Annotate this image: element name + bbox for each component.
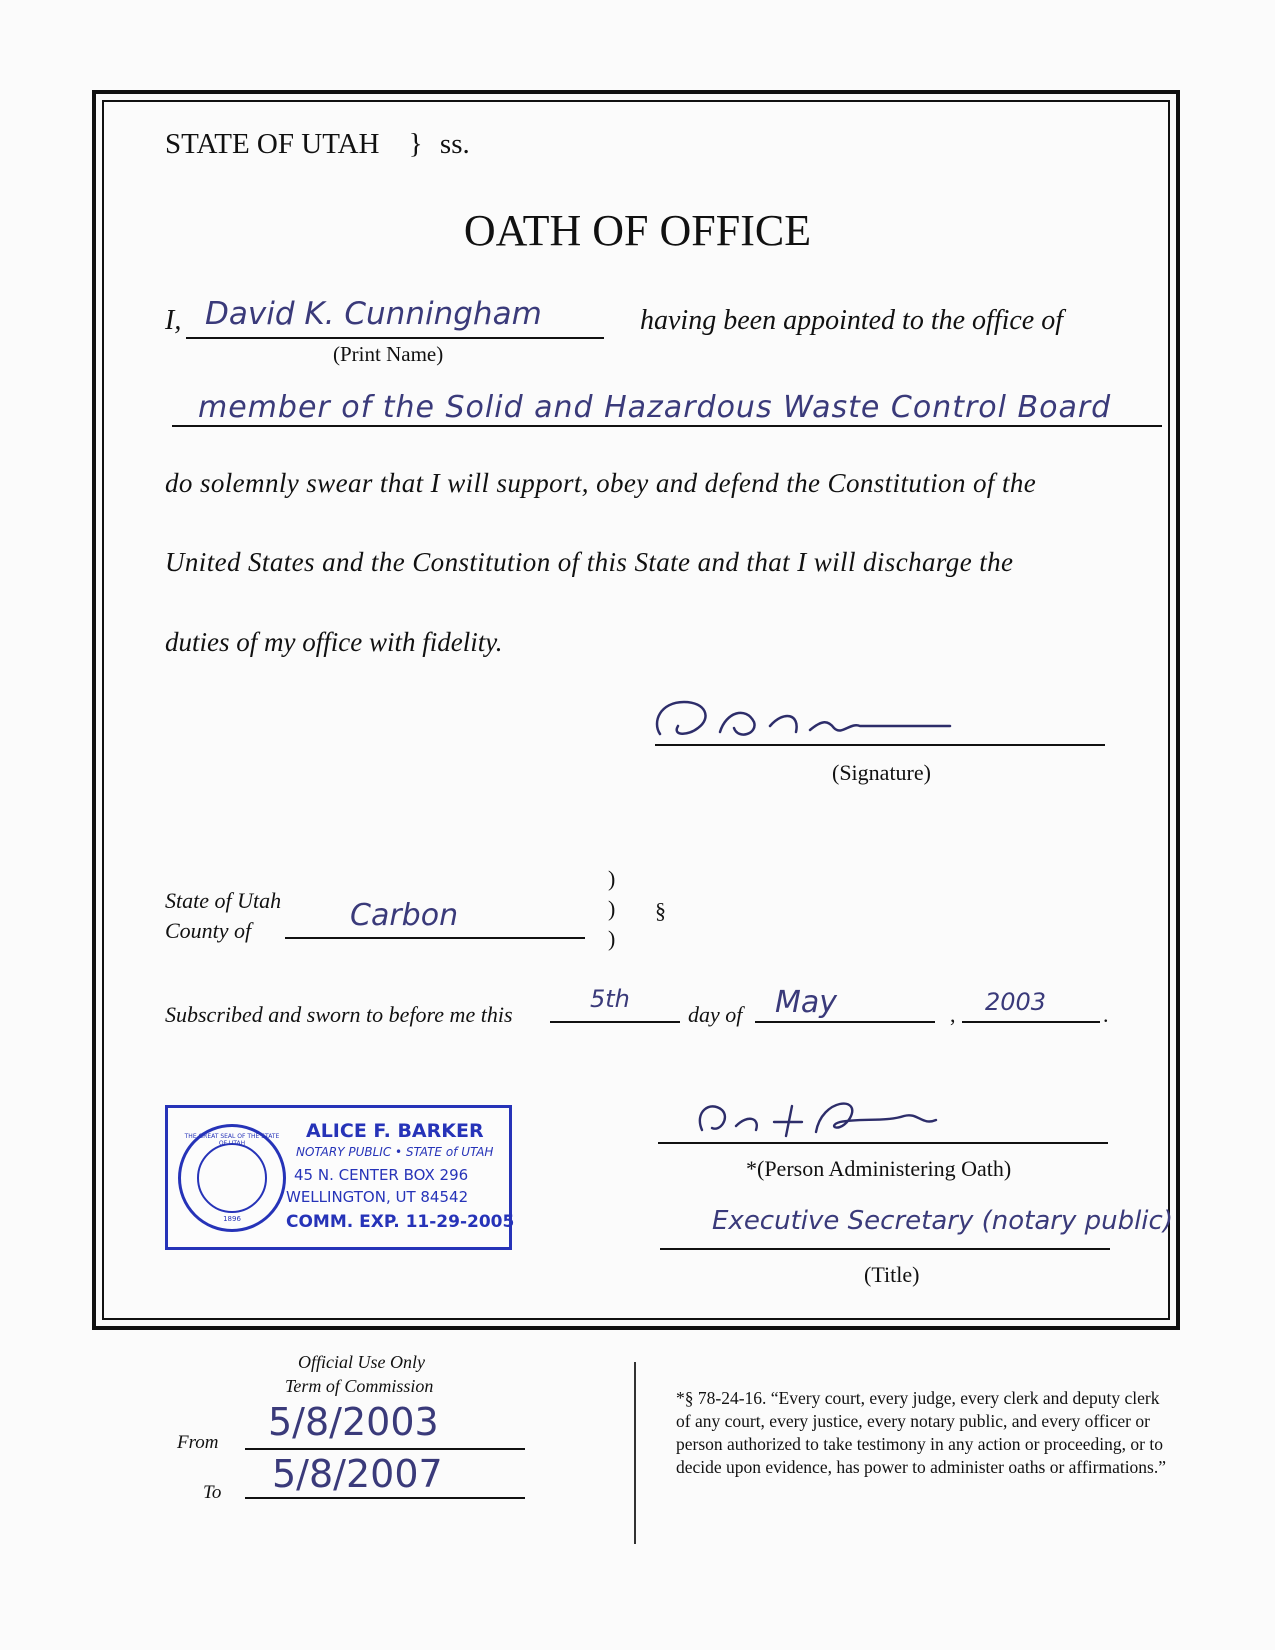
seal-year: 1896 bbox=[223, 1215, 241, 1223]
state-seal bbox=[178, 1124, 286, 1232]
venue-county-label: County of bbox=[165, 918, 252, 943]
to-label: To bbox=[203, 1482, 222, 1503]
day-of-text: day of bbox=[688, 1002, 743, 1027]
state-name: STATE OF UTAH bbox=[165, 128, 380, 160]
stamp-title: NOTARY PUBLIC • STATE of UTAH bbox=[296, 1145, 494, 1159]
administering-line bbox=[658, 1142, 1108, 1144]
print-name-value: David K. Cunningham bbox=[205, 296, 542, 332]
from-label: From bbox=[177, 1432, 219, 1453]
stamp-expiry: COMM. EXP. 11-29-2005 bbox=[286, 1212, 515, 1232]
from-line bbox=[245, 1448, 525, 1450]
title-line bbox=[660, 1248, 1110, 1250]
office-value: member of the Solid and Hazardous Waste Control Board bbox=[198, 390, 1112, 425]
oath-line-1: do solemnly swear that I will support, obey and defend the Constitution of the bbox=[165, 468, 1037, 498]
official-heading-1: Official Use Only bbox=[298, 1352, 425, 1372]
venue-state-label: State of Utah bbox=[165, 888, 282, 913]
seal-inner-ring bbox=[197, 1143, 267, 1213]
to-line bbox=[245, 1497, 525, 1499]
stamp-address-1: 45 N. CENTER BOX 296 bbox=[294, 1166, 469, 1184]
month-line bbox=[755, 1021, 935, 1023]
administering-title-value: Executive Secretary (notary public) bbox=[712, 1206, 1173, 1236]
county-value: Carbon bbox=[350, 898, 459, 933]
administering-signature bbox=[690, 1092, 990, 1148]
oath-line-2: United States and the Constitution of this State and that I will discharge the bbox=[165, 547, 1014, 577]
signature-caption: (Signature) bbox=[832, 760, 931, 785]
paren-1: ) bbox=[608, 866, 616, 891]
administering-caption: *(Person Administering Oath) bbox=[746, 1156, 1012, 1181]
oath-line-3: duties of my office with fidelity. bbox=[165, 627, 503, 657]
oath-prefix: I, bbox=[165, 305, 182, 336]
year-line bbox=[962, 1021, 1100, 1023]
sworn-prefix: Subscribed and sworn to before me this bbox=[165, 1002, 513, 1027]
section-symbol: § bbox=[655, 898, 666, 923]
name-line bbox=[186, 337, 604, 339]
period: . bbox=[1103, 1002, 1109, 1027]
stamp-address-2: WELLINGTON, UT 84542 bbox=[286, 1188, 469, 1206]
sworn-year: 2003 bbox=[985, 988, 1047, 1016]
brace: } bbox=[408, 128, 423, 160]
to-value: 5/8/2007 bbox=[272, 1452, 443, 1496]
ss-text: ss. bbox=[439, 128, 470, 160]
sworn-month: May bbox=[775, 985, 838, 1020]
stamp-name: ALICE F. BARKER bbox=[306, 1120, 484, 1142]
signature-line bbox=[655, 744, 1105, 746]
seal-text: THE GREAT SEAL OF THE STATE OF UTAH bbox=[184, 1133, 280, 1147]
title-caption: (Title) bbox=[864, 1262, 920, 1287]
paren-3: ) bbox=[608, 926, 616, 951]
day-line bbox=[550, 1021, 680, 1023]
sworn-day: 5th bbox=[590, 985, 630, 1013]
state-header bbox=[165, 128, 470, 161]
notary-stamp bbox=[165, 1105, 515, 1250]
county-line bbox=[285, 937, 585, 939]
page-title: OATH OF OFFICE bbox=[463, 206, 812, 255]
comma: , bbox=[950, 1002, 956, 1027]
paren-2: ) bbox=[608, 896, 616, 921]
vertical-divider bbox=[634, 1362, 636, 1544]
footnote: *§ 78-24-16. “Every court, every judge, every clerk and deputy clerk of any court, every justice, every notary public, and every officer or person authorized to take testimony in any action or proceeding, or to decide upon evidence, has power to administer oaths or affirmations.” bbox=[676, 1388, 1167, 1477]
appointed-text: having been appointed to the office of bbox=[640, 305, 1064, 336]
from-value: 5/8/2003 bbox=[268, 1400, 439, 1444]
print-name-caption: (Print Name) bbox=[333, 342, 444, 366]
official-heading-2: Term of Commission bbox=[285, 1376, 434, 1396]
office-line bbox=[172, 425, 1162, 427]
